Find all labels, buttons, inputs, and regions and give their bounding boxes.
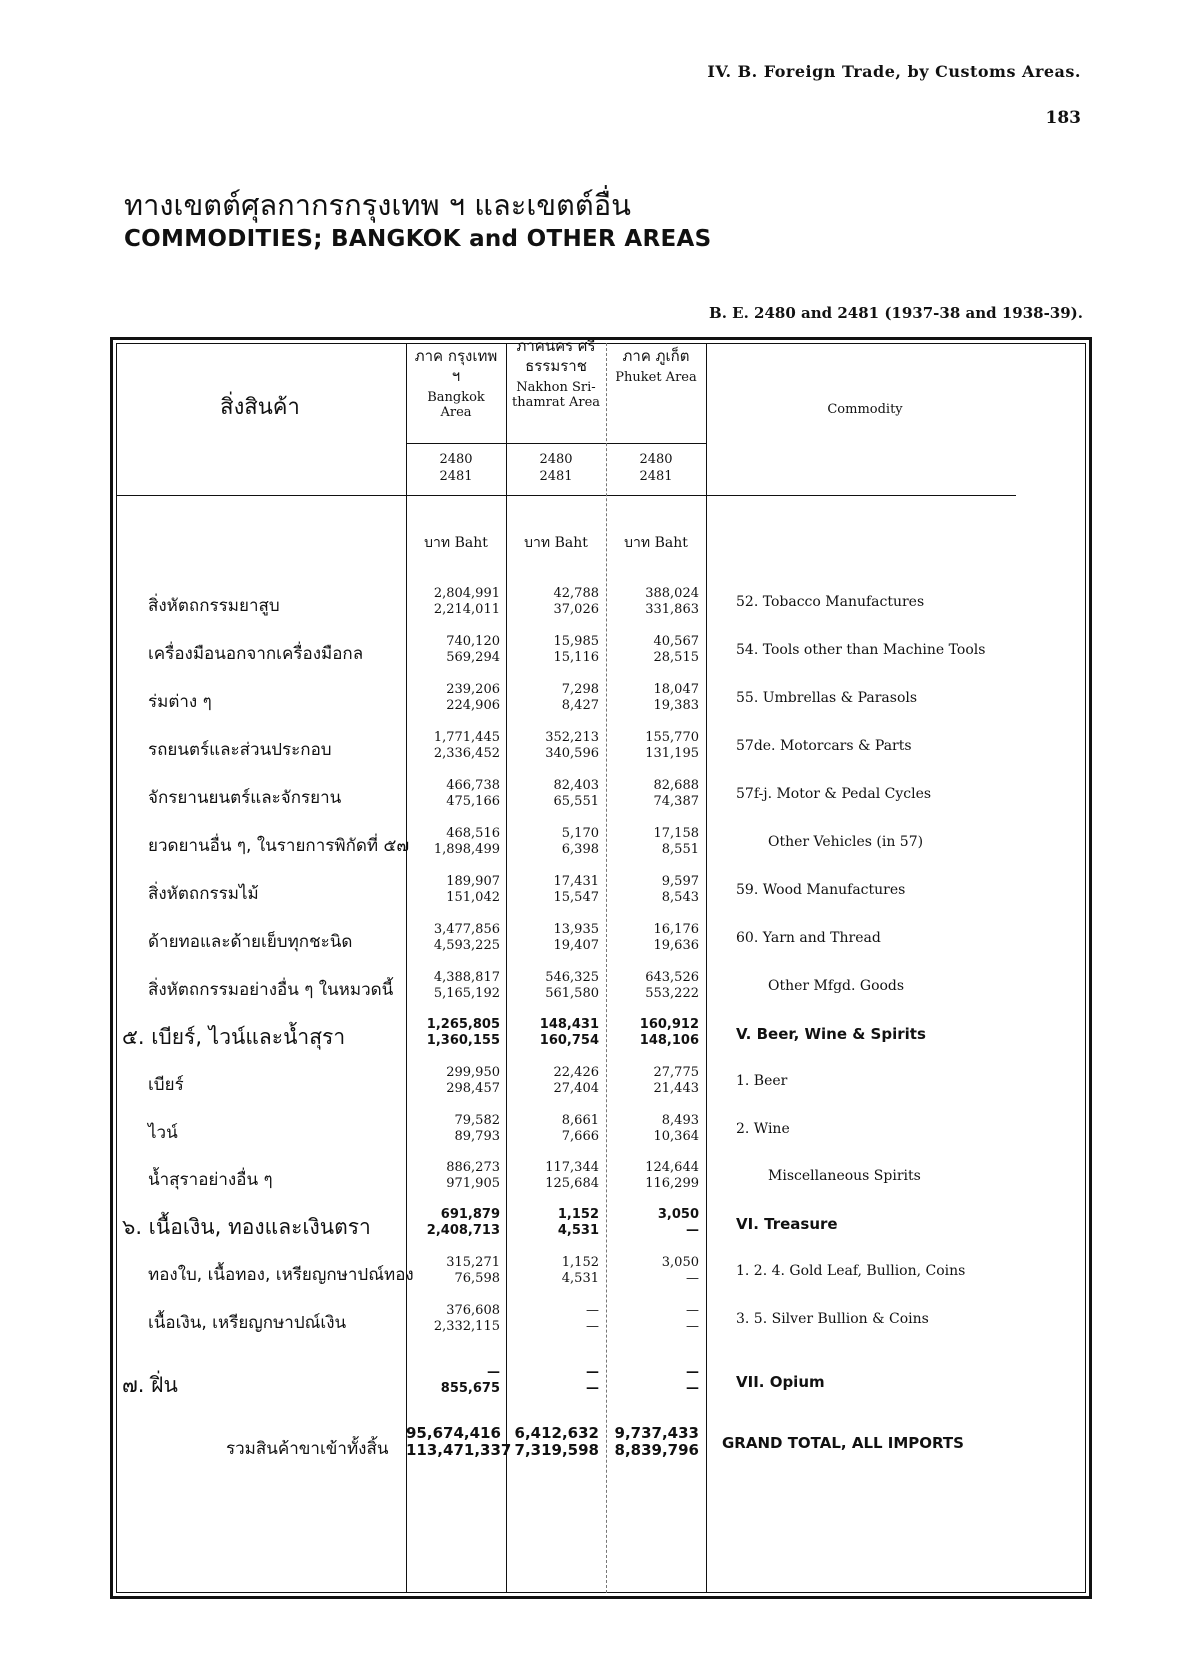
table-row xyxy=(116,1207,1086,1247)
row-value-bangkok: 466,738 475,166 xyxy=(446,778,500,809)
grand-total-row xyxy=(116,1425,1086,1469)
row-commodity: VI. Treasure xyxy=(736,1215,838,1233)
row-value-bangkok: 1,771,445 2,336,452 xyxy=(433,730,500,761)
row-commodity-thai: สิ่งหัตถกรรมยาสูบ xyxy=(148,596,280,616)
row-commodity-thai: จักรยานยนตร์และจักรยาน xyxy=(148,788,342,808)
row-commodity-thai: ๖. เนื้อเงิน, ทองและเงินตรา xyxy=(122,1215,371,1239)
year-label-bangkok: 2480 2481 xyxy=(439,452,473,484)
row-commodity-thai: สิ่งหัตถกรรมอย่างอื่น ๆ ในหมวดนี้ xyxy=(148,980,394,1000)
row-value-nakhon: 82,403 65,551 xyxy=(553,778,599,809)
row-value-bangkok: 3,477,856 4,593,225 xyxy=(433,922,500,953)
row-value-bangkok: 886,273 971,905 xyxy=(446,1160,500,1191)
page-title-thai: ทางเขตต์ศุลกากรกรุงเทพ ฯ และเขตต์อื่น xyxy=(124,188,631,222)
table-row xyxy=(116,730,1086,770)
row-commodity: 57f-j. Motor & Pedal Cycles xyxy=(736,786,932,802)
row-commodity-thai: ทองใบ, เนื้อทอง, เหรียญกษาปณ์ทอง xyxy=(148,1265,414,1285)
table-row xyxy=(116,778,1086,818)
row-value-bangkok: 239,206 224,906 xyxy=(446,682,500,713)
table-row xyxy=(116,586,1086,626)
row-value-phuket: 8,493 10,364 xyxy=(653,1113,699,1144)
row-value-phuket: 3,050 — xyxy=(661,1255,699,1286)
page-number: 183 xyxy=(1045,108,1081,128)
row-value-phuket: 388,024 331,863 xyxy=(645,586,699,617)
grand-total-phuket: 9,737,433 8,839,796 xyxy=(614,1424,699,1459)
col-rule-2 xyxy=(506,343,507,1593)
row-commodity: Miscellaneous Spirits xyxy=(768,1168,921,1184)
row-value-bangkok: 4,388,817 5,165,192 xyxy=(433,970,500,1001)
row-value-nakhon: 13,935 19,407 xyxy=(553,922,599,953)
row-commodity: Other Mfgd. Goods xyxy=(768,978,905,994)
row-commodity-thai: สิ่งหัตถกรรมไม้ xyxy=(148,884,259,904)
row-value-phuket: — — xyxy=(686,1365,699,1396)
header-commodity-thai: สิ่งสินค้า xyxy=(220,395,300,420)
row-value-phuket: 160,912 148,106 xyxy=(639,1017,699,1048)
year-label-nakhon: 2480 2481 xyxy=(539,452,573,484)
row-commodity: 60. Yarn and Thread xyxy=(736,930,881,946)
table-row xyxy=(116,1113,1086,1153)
row-value-phuket: 643,526 553,222 xyxy=(645,970,699,1001)
row-commodity-thai: ยวดยานอื่น ๆ, ในรายการพิกัดที่ ๕๗ xyxy=(148,836,410,856)
table-row xyxy=(116,634,1086,674)
row-value-phuket: 3,050 — xyxy=(657,1207,699,1238)
row-value-nakhon: 8,661 7,666 xyxy=(561,1113,599,1144)
row-commodity: 59. Wood Manufactures xyxy=(736,882,906,898)
row-value-bangkok: 468,516 1,898,499 xyxy=(433,826,500,857)
table-row xyxy=(116,970,1086,1010)
row-value-bangkok: 691,879 2,408,713 xyxy=(426,1207,500,1238)
row-commodity: VII. Opium xyxy=(736,1373,825,1391)
row-value-phuket: 40,567 28,515 xyxy=(653,634,699,665)
row-commodity: V. Beer, Wine & Spirits xyxy=(736,1025,926,1043)
row-commodity-thai: ๗. ฝิ่น xyxy=(122,1373,178,1397)
row-commodity: 1. Beer xyxy=(736,1073,788,1089)
row-value-bangkok: 1,265,805 1,360,155 xyxy=(426,1017,500,1048)
row-commodity: 57de. Motorcars & Parts xyxy=(736,738,912,754)
row-commodity-thai: รถยนตร์และส่วนประกอบ xyxy=(148,740,332,760)
years-caption: B. E. 2480 and 2481 (1937-38 and 1938-39). xyxy=(709,304,1083,322)
row-value-nakhon: 22,426 27,404 xyxy=(553,1065,599,1096)
table-row xyxy=(116,1365,1086,1405)
row-value-nakhon: 7,298 8,427 xyxy=(561,682,599,713)
row-value-nakhon: 15,985 15,116 xyxy=(553,634,599,665)
row-value-bangkok: — 855,675 xyxy=(440,1365,500,1396)
row-value-nakhon: 546,325 561,580 xyxy=(545,970,599,1001)
row-value-nakhon: 17,431 15,547 xyxy=(553,874,599,905)
row-commodity-thai: เบียร์ xyxy=(148,1075,184,1095)
table-row xyxy=(116,1017,1086,1057)
unit-label-nakhon: บาท Baht xyxy=(524,535,588,551)
header-bangkok: ภาค กรุงเทพ ฯ Bangkok Area xyxy=(414,347,498,420)
row-commodity: 55. Umbrellas & Parasols xyxy=(736,690,918,706)
row-value-bangkok: 376,608 2,332,115 xyxy=(433,1303,500,1334)
row-value-phuket: 27,775 21,443 xyxy=(653,1065,699,1096)
header-commodity: Commodity xyxy=(827,402,903,417)
table-row xyxy=(116,922,1086,962)
grand-total-thai: รวมสินค้าขาเข้าทั้งสิ้น xyxy=(226,1439,389,1459)
row-commodity: 54. Tools other than Machine Tools xyxy=(736,642,986,658)
row-value-phuket: 155,770 131,195 xyxy=(645,730,699,761)
grand-total-label: GRAND TOTAL, ALL IMPORTS xyxy=(722,1434,964,1452)
row-value-nakhon: 148,431 160,754 xyxy=(539,1017,599,1048)
table-row xyxy=(116,682,1086,722)
grand-total-nakhon: 6,412,632 7,319,598 xyxy=(514,1424,599,1459)
row-commodity-thai: น้ำสุราอย่างอื่น ๆ xyxy=(148,1170,273,1190)
row-value-phuket: 124,644 116,299 xyxy=(645,1160,699,1191)
row-commodity: 2. Wine xyxy=(736,1121,790,1137)
row-commodity-thai: เครื่องมือนอกจากเครื่องมือกล xyxy=(148,644,364,664)
row-value-nakhon: 1,152 4,531 xyxy=(557,1207,599,1238)
row-value-bangkok: 315,271 76,598 xyxy=(446,1255,500,1286)
row-value-nakhon: 352,213 340,596 xyxy=(545,730,599,761)
row-value-nakhon: — — xyxy=(586,1303,599,1334)
col-rule-3 xyxy=(606,343,607,1593)
row-commodity-thai: ร่มต่าง ๆ xyxy=(148,692,212,712)
header-phuket: ภาค ภูเก็ต Phuket Area xyxy=(615,347,697,385)
unit-label-bangkok: บาท Baht xyxy=(424,535,488,551)
year-label-phuket: 2480 2481 xyxy=(639,452,673,484)
table-row xyxy=(116,874,1086,914)
grand-total-bangkok: 95,674,416 113,471,337 xyxy=(406,1424,512,1459)
row-commodity: 52. Tobacco Manufactures xyxy=(736,594,925,610)
row-value-nakhon: 5,170 6,398 xyxy=(561,826,599,857)
table-row xyxy=(116,826,1086,866)
row-commodity-thai: ด้ายทอและด้ายเย็บทุกชะนิด xyxy=(148,932,353,952)
row-value-phuket: 9,597 8,543 xyxy=(661,874,699,905)
row-value-bangkok: 2,804,991 2,214,011 xyxy=(433,586,500,617)
row-value-phuket: — — xyxy=(686,1303,699,1334)
row-value-phuket: 82,688 74,387 xyxy=(653,778,699,809)
row-value-nakhon: 1,152 4,531 xyxy=(561,1255,599,1286)
row-value-bangkok: 189,907 151,042 xyxy=(446,874,500,905)
row-value-bangkok: 299,950 298,457 xyxy=(446,1065,500,1096)
row-value-bangkok: 79,582 89,793 xyxy=(454,1113,500,1144)
row-commodity: Other Vehicles (in 57) xyxy=(768,834,924,850)
row-value-bangkok: 740,120 569,294 xyxy=(446,634,500,665)
row-value-phuket: 17,158 8,551 xyxy=(653,826,699,857)
row-commodity: 3. 5. Silver Bullion & Coins xyxy=(736,1311,929,1327)
unit-label-phuket: บาท Baht xyxy=(624,535,688,551)
header-bottom-rule xyxy=(116,495,1016,496)
header-nakhon: ภาคนคร ศรีธรรมราช Nakhon Sri-thamrat Area xyxy=(511,337,601,410)
page-title: COMMODITIES; BANGKOK and OTHER AREAS xyxy=(124,226,712,252)
table-row xyxy=(116,1160,1086,1200)
table-row xyxy=(116,1065,1086,1105)
col-rule-1 xyxy=(406,343,407,1593)
row-commodity-thai: เนื้อเงิน, เหรียญกษาปณ์เงิน xyxy=(148,1313,347,1333)
row-value-nakhon: 117,344 125,684 xyxy=(545,1160,599,1191)
table-frame-inner xyxy=(116,343,1086,1593)
table-row xyxy=(116,1303,1086,1343)
row-value-phuket: 18,047 19,383 xyxy=(653,682,699,713)
running-head: IV. B. Foreign Trade, by Customs Areas. xyxy=(707,62,1081,81)
row-value-nakhon: — — xyxy=(586,1365,599,1396)
row-commodity-thai: ไวน์ xyxy=(148,1123,178,1143)
row-commodity-thai: ๕. เบียร์, ไวน์และน้ำสุรา xyxy=(122,1025,346,1049)
table-row xyxy=(116,1255,1086,1295)
col-rule-4 xyxy=(706,343,707,1593)
row-value-nakhon: 42,788 37,026 xyxy=(553,586,599,617)
row-value-phuket: 16,176 19,636 xyxy=(653,922,699,953)
header-year-rule xyxy=(406,443,706,444)
row-commodity: 1. 2. 4. Gold Leaf, Bullion, Coins xyxy=(736,1263,966,1279)
